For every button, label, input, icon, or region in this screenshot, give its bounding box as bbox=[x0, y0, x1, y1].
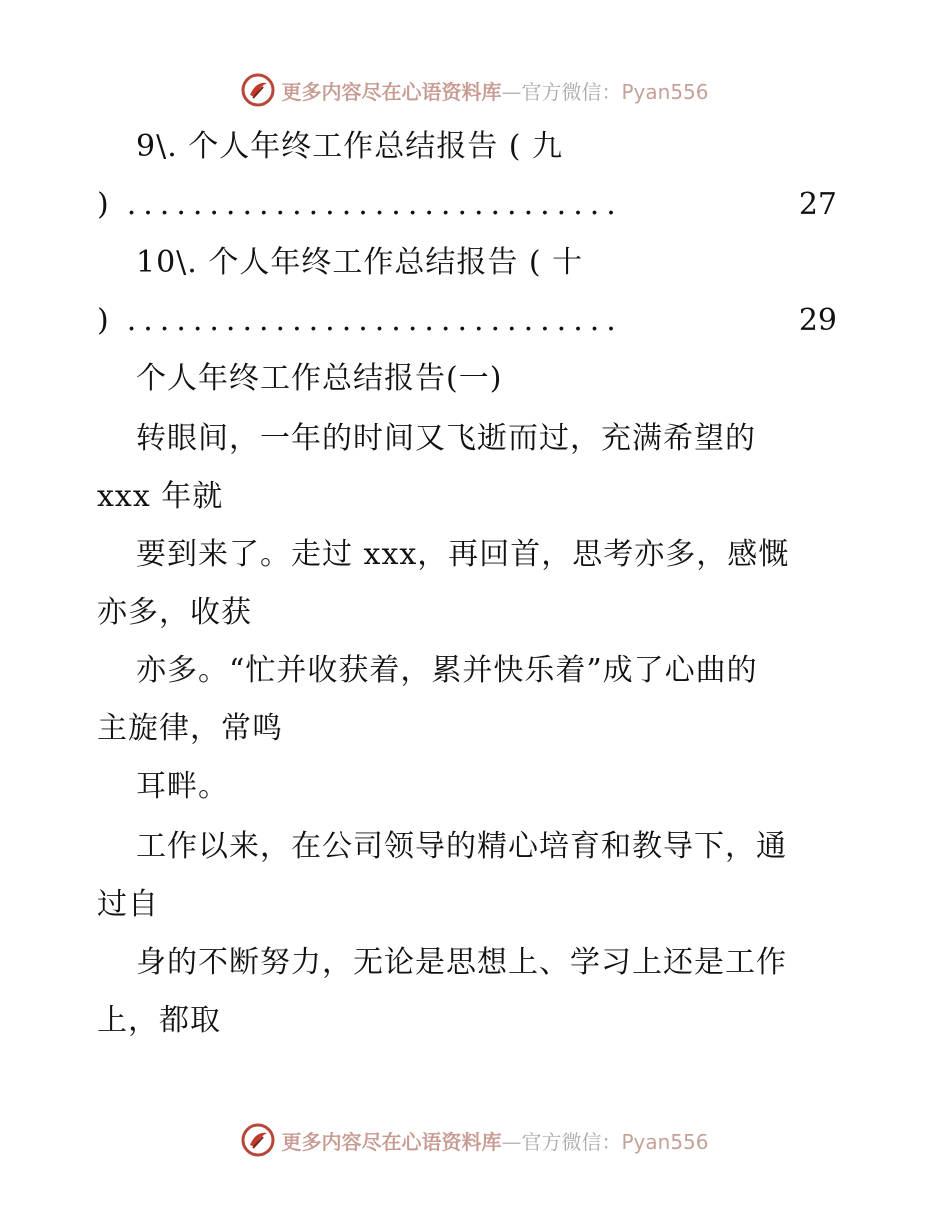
toc-entry-dots: .............................. bbox=[126, 187, 623, 222]
body-line: 主旋律，常鸣 bbox=[97, 711, 283, 746]
body-line: 身的不断努力，无论是思想上、学习上还是工作 bbox=[136, 945, 787, 980]
body-line: 工作以来，在公司领导的精心培育和教导下，通 bbox=[136, 829, 787, 864]
toc-entry-9-title: 9\. 个人年终工作总结报告 ( 九 bbox=[136, 129, 564, 164]
toc-entry-9-leader bbox=[97, 176, 857, 234]
toc-entry-close-paren: ) bbox=[97, 187, 109, 222]
toc-entry-dots: .............................. bbox=[126, 303, 623, 338]
watermark-separator: — bbox=[501, 79, 522, 104]
watermark-wechat-label: 官方微信： bbox=[521, 79, 622, 104]
body-line: 亦多，收获 bbox=[97, 595, 252, 630]
body-line: 亦多。“忙并收获着，累并快乐着”成了心曲的 bbox=[136, 653, 758, 688]
watermark-wechat-id: Pyan556 bbox=[621, 79, 709, 104]
toc-entry-page: 27 bbox=[798, 187, 837, 222]
body-line: xxx 年就 bbox=[97, 479, 224, 514]
body-line: 转眼间，一年的时间又飞逝而过，充满希望的 bbox=[136, 421, 756, 456]
toc-entry-close-paren: ) bbox=[97, 303, 109, 338]
footer-watermark bbox=[0, 1120, 950, 1160]
body-line: 过自 bbox=[97, 887, 159, 922]
toc-entry-10-title: 10\. 个人年终工作总结报告 ( 十 bbox=[136, 245, 584, 280]
watermark-brand: 更多内容尽在心语资料库 bbox=[281, 1129, 502, 1154]
body-line: 要到来了。走过 xxx，再回首，思考亦多，感慨 bbox=[136, 537, 790, 572]
watermark-wechat-id: Pyan556 bbox=[621, 1129, 709, 1154]
toc-entry-10-leader bbox=[97, 292, 857, 350]
body-line: 上，都取 bbox=[97, 1003, 221, 1038]
toc-entry-page: 29 bbox=[798, 303, 837, 338]
red-ribbon-logo-icon bbox=[241, 1123, 275, 1157]
section-heading: 个人年终工作总结报告(一) bbox=[136, 361, 503, 396]
watermark-text bbox=[281, 1126, 708, 1155]
watermark-wechat-label: 官方微信： bbox=[521, 1129, 622, 1154]
watermark-brand: 更多内容尽在心语资料库 bbox=[281, 79, 502, 104]
watermark-separator: — bbox=[501, 1129, 522, 1154]
body-line: 耳畔。 bbox=[136, 769, 229, 804]
